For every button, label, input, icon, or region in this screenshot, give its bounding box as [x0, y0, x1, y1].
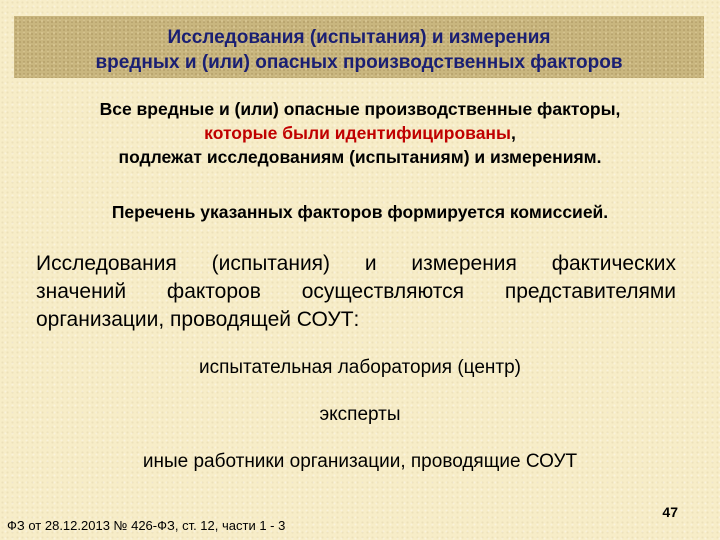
intro-line-2-rest: ,	[510, 123, 516, 143]
commission-statement: Перечень указанных факторов формируется комиссией.	[111, 202, 609, 222]
intro-line-2	[0, 121, 720, 145]
paragraph-word: измерения	[411, 252, 517, 275]
paragraph-line-1	[36, 250, 676, 278]
paragraph-line-2	[36, 278, 676, 306]
research-paragraph	[36, 250, 676, 334]
performer-experts: эксперты	[319, 404, 401, 425]
paragraph-word: Исследования	[36, 252, 177, 275]
paragraph-line-3: организации, проводящей СОУТ:	[36, 308, 360, 331]
slide-title-line-1: Исследования (испытания) и измерения	[167, 27, 551, 48]
slide-title-line-2: вредных и (или) опасных производственных факторов	[95, 52, 623, 73]
page-number: 47	[662, 504, 678, 520]
performer-other-workers: иные работники организации, проводящие СОУТ	[142, 451, 578, 472]
paragraph-word: и	[364, 252, 377, 275]
title-banner	[14, 16, 704, 78]
intro-line-1: Все вредные и (или) опасные производственные факторы,	[99, 99, 621, 119]
paragraph-word: фактических	[551, 252, 676, 275]
paragraph-word: представителями	[504, 280, 676, 303]
intro-statement	[0, 97, 720, 169]
paragraph-word: (испытания)	[211, 252, 331, 275]
performer-lab: испытательная лаборатория (центр)	[198, 357, 521, 378]
identified-highlight: которые были идентифицированы	[204, 123, 511, 143]
intro-line-3: подлежат исследованиям (испытаниям) и измерениям.	[118, 147, 602, 167]
paragraph-word: значений	[36, 280, 127, 303]
paragraph-word: осуществляются	[301, 280, 465, 303]
law-reference-footnote: ФЗ от 28.12.2013 № 426-ФЗ, ст. 12, части 1 - 3	[7, 518, 286, 533]
paragraph-word: факторов	[166, 280, 261, 303]
